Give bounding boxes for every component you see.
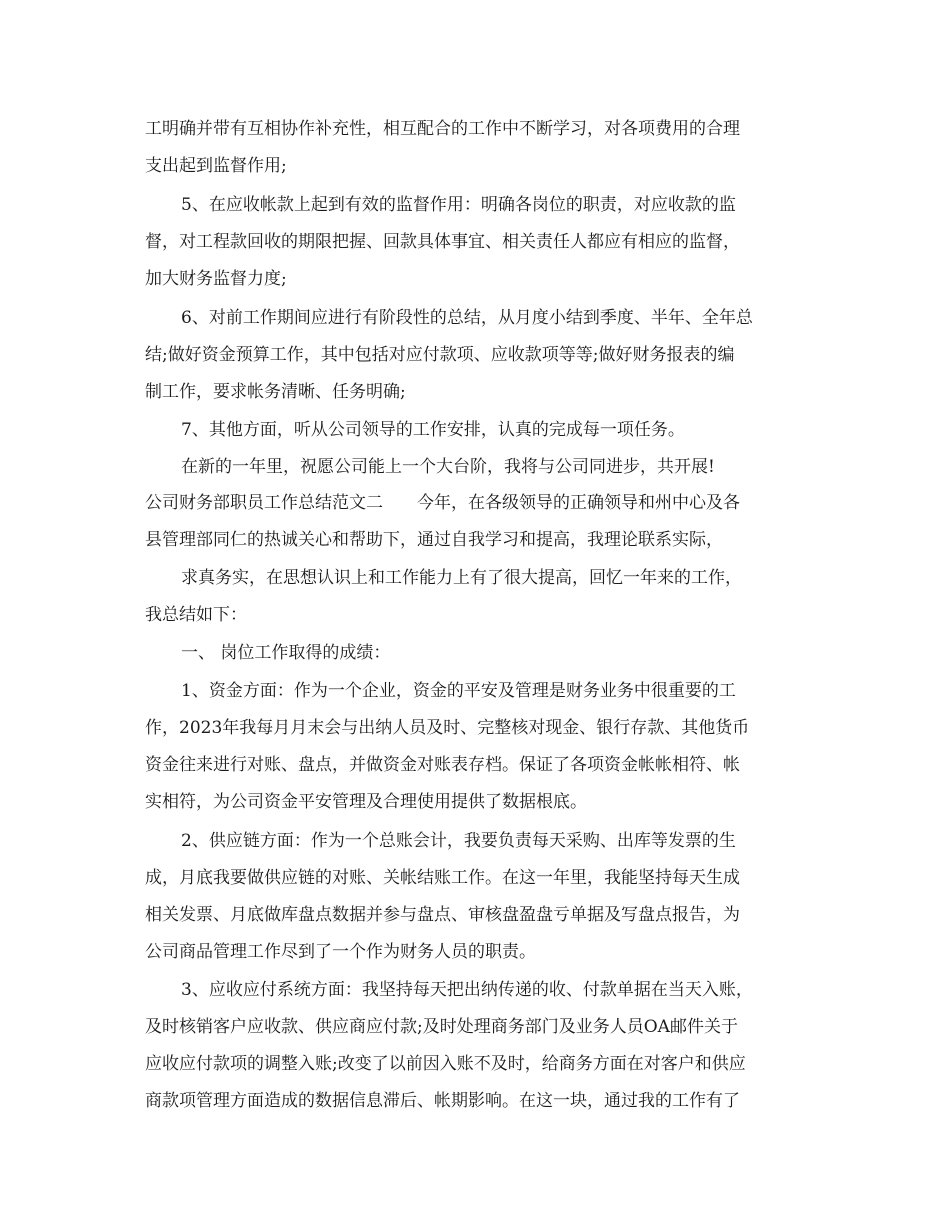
text-line: 求真务实，在思想认识上和工作能力上有了很大提高，回忆一年来的工作， <box>181 568 742 588</box>
text-line: 2、供应链方面：作为一个总账会计，我要负责每天采购、出库等发票的生 <box>181 831 736 851</box>
text-line: 公司财务部职员工作总结范文二 今年，在各级领导的正确领导和州中心及各 <box>145 493 740 513</box>
text-line: 公司商品管理工作尽到了一个作为财务人员的职责。 <box>145 942 536 962</box>
text-line: 相关发票、月底做库盘点数据并参与盘点、审核盘盈盘亏单据及写盘点报告，为 <box>145 905 740 925</box>
text-line: 商款项管理方面造成的数据信息滞后、帐期影响。在这一块，通过我的工作有了 <box>145 1091 740 1111</box>
text-line: 支出起到监督作用; <box>145 156 287 176</box>
text-line: 作，2023年我每月月末会与出纳人员及时、完整核对现金、银行存款、其他货币 <box>145 718 750 738</box>
text-line: 3、应收应付系统方面：我坚持每天把出纳传递的收、付款单据在当天入账， <box>181 980 753 1000</box>
text-line: 工明确并带有互相协作补充性，相互配合的工作中不断学习，对各项费用的合理 <box>145 119 740 139</box>
text-line: 县管理部同仁的热诚关心和帮助下，通过自我学习和提高，我理论联系实际， <box>145 530 723 550</box>
text-line: 我总结如下： <box>145 605 247 625</box>
text-line: 资金往来进行对账、盘点，并做资金对账表存档。保证了各项资金帐帐相符、帐 <box>145 755 740 775</box>
text-line: 6、对前工作期间应进行有阶段性的总结，从月度小结到季度、半年、全年总 <box>181 308 753 328</box>
text-line: 制工作，要求帐务清晰、任务明确; <box>145 382 406 402</box>
text-line: 督，对工程款回收的期限把握、回款具体事宜、相关责任人都应有相应的监督， <box>145 232 740 252</box>
text-line: 1、资金方面：作为一个企业，资金的平安及管理是财务业务中很重要的工 <box>181 681 736 701</box>
section-heading: 一、 岗位工作取得的成绩： <box>181 643 391 663</box>
text-line: 结;做好资金预算工作，其中包括对应付款项、应收款项等等;做好财务报表的编 <box>145 345 735 365</box>
text-line: 成，月底我要做供应链的对账、关帐结账工作。在这一年里，我能坚持每天生成 <box>145 868 740 888</box>
text-line: 7、其他方面，听从公司领导的工作安排，认真的完成每一项任务。 <box>181 420 685 440</box>
text-line: 实相符，为公司资金平安管理及合理使用提供了数据根底。 <box>145 792 587 812</box>
text-line: 应收应付款项的调整入账;改变了以前因入账不及时，给商务方面在对客户和供应 <box>145 1054 746 1074</box>
text-line: 加大财务监督力度; <box>145 269 287 289</box>
text-line: 5、在应收帐款上起到有效的监督作用：明确各岗位的职责，对应收款的监 <box>181 195 736 215</box>
text-line: 在新的一年里，祝愿公司能上一个大台阶，我将与公司同进步，共开展! <box>181 457 715 477</box>
text-line: 及时核销客户应收款、供应商应付款;及时处理商务部门及业务人员OA邮件关于 <box>145 1017 738 1037</box>
